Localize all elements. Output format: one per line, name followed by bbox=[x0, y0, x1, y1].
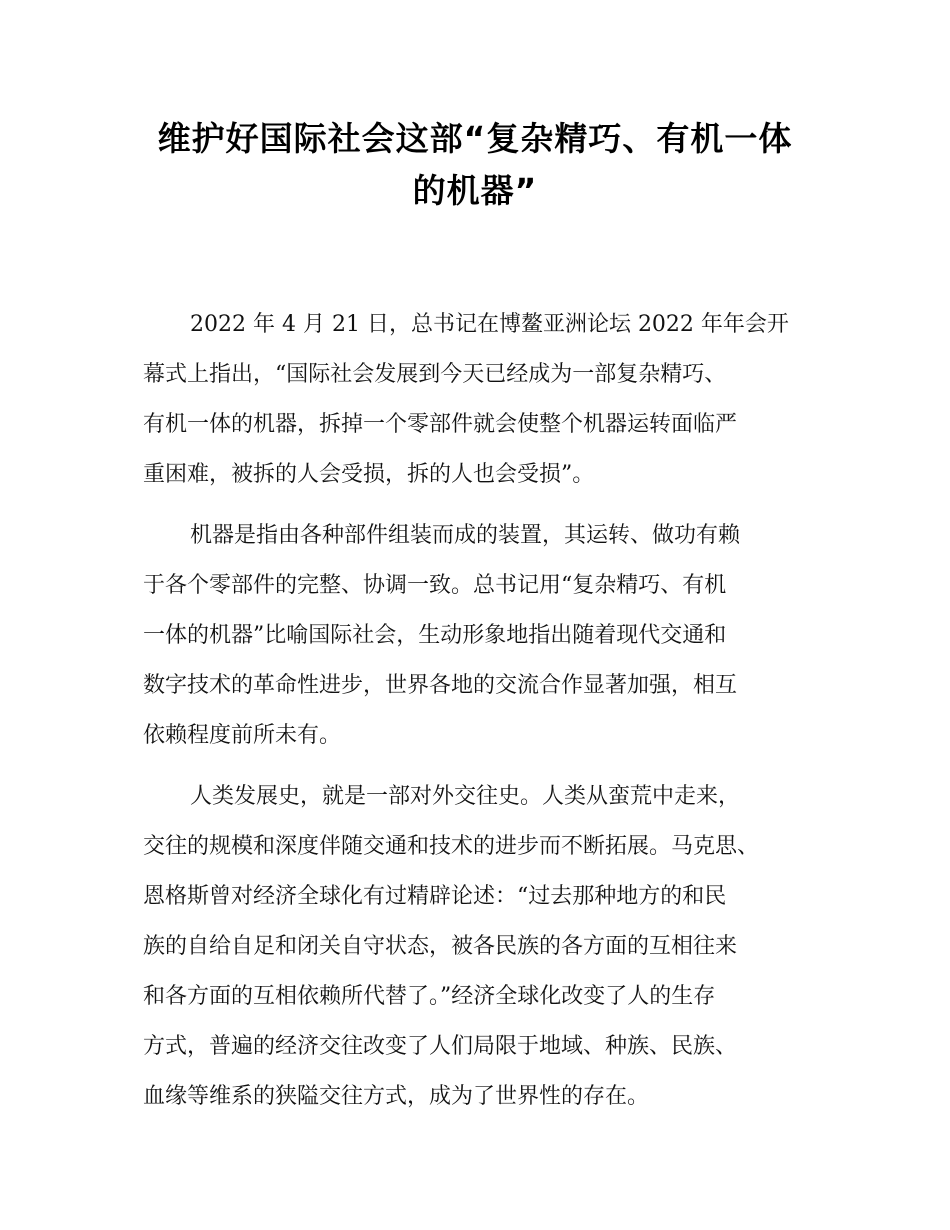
paragraph-line: 数字技术的革命性进步，世界各地的交流合作显著加强，相互 bbox=[143, 673, 738, 698]
paragraph-line: 机器是指由各种部件组装而成的装置，其运转、做功有赖 bbox=[190, 523, 741, 548]
paragraph-line: 血缘等维系的狭隘交往方式，成为了世界性的存在。 bbox=[143, 1084, 650, 1109]
paragraph-line: 交往的规模和深度伴随交通和技术的进步而不断拓展。马克思、 bbox=[143, 834, 760, 859]
title-line: 维护好国际社会这部“复杂精巧、有机一体 bbox=[157, 119, 793, 158]
document-body bbox=[143, 300, 833, 1133]
paragraph-line: 有机一体的机器，拆掉一个零部件就会使整个机器运转面临严 bbox=[143, 412, 738, 437]
paragraph bbox=[143, 511, 833, 761]
paragraph-line: 和各方面的互相依赖所代替了。”经济全球化改变了人的生存 bbox=[143, 984, 716, 1009]
paragraph-line: 一体的机器”比喻国际社会，生动形象地指出随着现代交通和 bbox=[143, 623, 727, 648]
paragraph-line: 人类发展史，就是一部对外交往史。人类从蛮荒中走来， bbox=[190, 784, 741, 809]
paragraph-line: 重困难，被拆的人会受损，拆的人也会受损”。 bbox=[143, 462, 595, 487]
paragraph-line: 恩格斯曾对经济全球化有过精辟论述：“过去那种地方的和民 bbox=[143, 884, 727, 909]
document-title bbox=[110, 113, 840, 217]
title-line: 的机器” bbox=[412, 171, 538, 210]
paragraph-line: 幕式上指出，“国际社会发展到今天已经成为一部复杂精巧、 bbox=[143, 362, 727, 387]
paragraph-line: 依赖程度前所未有。 bbox=[143, 723, 342, 748]
paragraph-line: 族的自给自足和闭关自守状态，被各民族的各方面的互相往来 bbox=[143, 934, 738, 959]
paragraph-line: 2022 年 4 月 21 日，总书记在博鳌亚洲论坛 2022 年年会开 bbox=[190, 312, 789, 337]
paragraph bbox=[143, 300, 833, 500]
paragraph bbox=[143, 772, 833, 1122]
paragraph-line: 于各个零部件的完整、协调一致。总书记用“复杂精巧、有机 bbox=[143, 573, 727, 598]
paragraph-line: 方式，普遍的经济交往改变了人们局限于地域、种族、民族、 bbox=[143, 1034, 738, 1059]
